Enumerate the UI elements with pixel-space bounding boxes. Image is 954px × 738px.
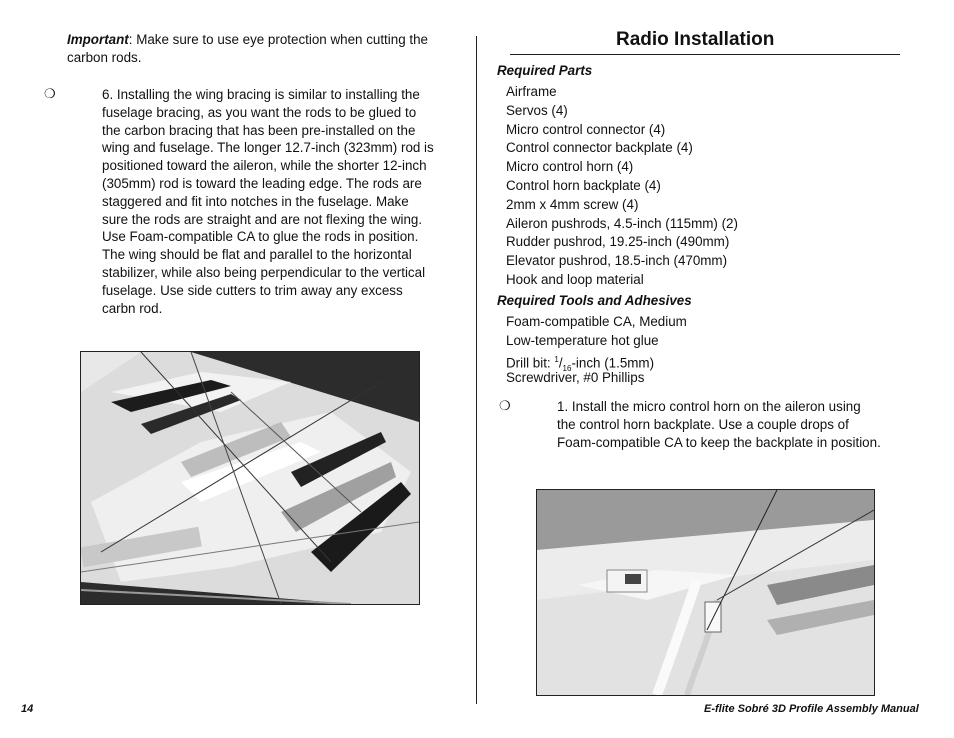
important-text: : Make sure to use eye protection when cutting the carbon rods. xyxy=(67,32,428,65)
step6-checkbox: ❍ xyxy=(44,86,56,101)
list-item: Elevator pushrod, 18.5-inch (470mm) xyxy=(506,253,728,269)
list-item: Airframe xyxy=(506,84,557,99)
wing-bracing-photo xyxy=(80,351,420,605)
list-item: Control horn backplate (4) xyxy=(506,177,661,193)
list-item: Servos (4) xyxy=(506,102,568,118)
column-divider xyxy=(476,36,477,704)
important-note xyxy=(67,31,432,67)
list-item: Micro control horn (4) xyxy=(506,159,634,175)
tools-list xyxy=(506,313,886,388)
control-horn-photo-image xyxy=(537,490,874,695)
list-item: Micro control connector (4) xyxy=(506,121,666,137)
section-title: Radio Installation xyxy=(616,29,775,50)
drill-fraction-numerator: 1 xyxy=(554,354,559,364)
control-horn-photo xyxy=(536,489,875,696)
list-item: Drill bit: $^1/_{16}$-inch (1.5mm) xyxy=(506,354,655,373)
step1-checkbox: ❍ xyxy=(499,398,511,413)
list-item: Foam-compatible CA, Medium xyxy=(506,314,687,329)
step1-text: 1. Install the micro control horn on the aileron using the control horn backplate. Use a couple drops of Foam-compatible CA to keep the backplate in position. xyxy=(557,399,881,450)
drill-suffix: -inch (1.5mm) xyxy=(571,355,655,371)
required-parts-heading: Required Parts xyxy=(497,63,593,78)
manual-title: E-flite Sobré 3D Profile Assembly Manual xyxy=(704,703,919,715)
list-item: Screwdriver, #0 Phillips xyxy=(506,370,645,386)
list-item: 2mm x 4mm screw (4) xyxy=(506,196,639,212)
page-number: 14 xyxy=(21,703,34,715)
list-item: Low-temperature hot glue xyxy=(506,332,659,348)
step6-text: 6. Installing the wing bracing is similar to installing the fuselage bracing, as you want the rods to be glued to the carbon bracing that has been pre-installed on the wing and fuselage. The longer 12.7-inch (323mm) rod is positioned toward the aileron, while the shorter 12-inch (305mm) rod is toward the leading edge. The rods are staggered and fit into notches in the fuselage. Make sure the rods are straight and are not flexing the wing. Use Foam-compatible CA to glue the rods in position. The wing should be flat and parallel to the horizontal stabilizer, while also being perpendicular to the vertical fuselage. Use side cutters to trim away any excess carbn rod. xyxy=(102,87,434,316)
list-item: Control connector backplate (4) xyxy=(506,140,693,156)
list-item: Hook and loop material xyxy=(506,271,644,287)
list-item: Aileron pushrods, 4.5-inch (115mm) (2) xyxy=(506,215,738,231)
drill-fraction-denominator: 16 xyxy=(562,363,572,373)
tools-heading: Required Tools and Adhesives xyxy=(497,293,692,308)
list-item: Rudder pushrod, 19.25-inch (490mm) xyxy=(506,234,730,250)
title-rule xyxy=(510,54,900,55)
important-label: Important xyxy=(67,32,129,47)
wing-bracing-photo-image xyxy=(81,352,419,604)
drill-prefix: Drill bit: xyxy=(506,355,555,371)
parts-list xyxy=(506,83,886,290)
